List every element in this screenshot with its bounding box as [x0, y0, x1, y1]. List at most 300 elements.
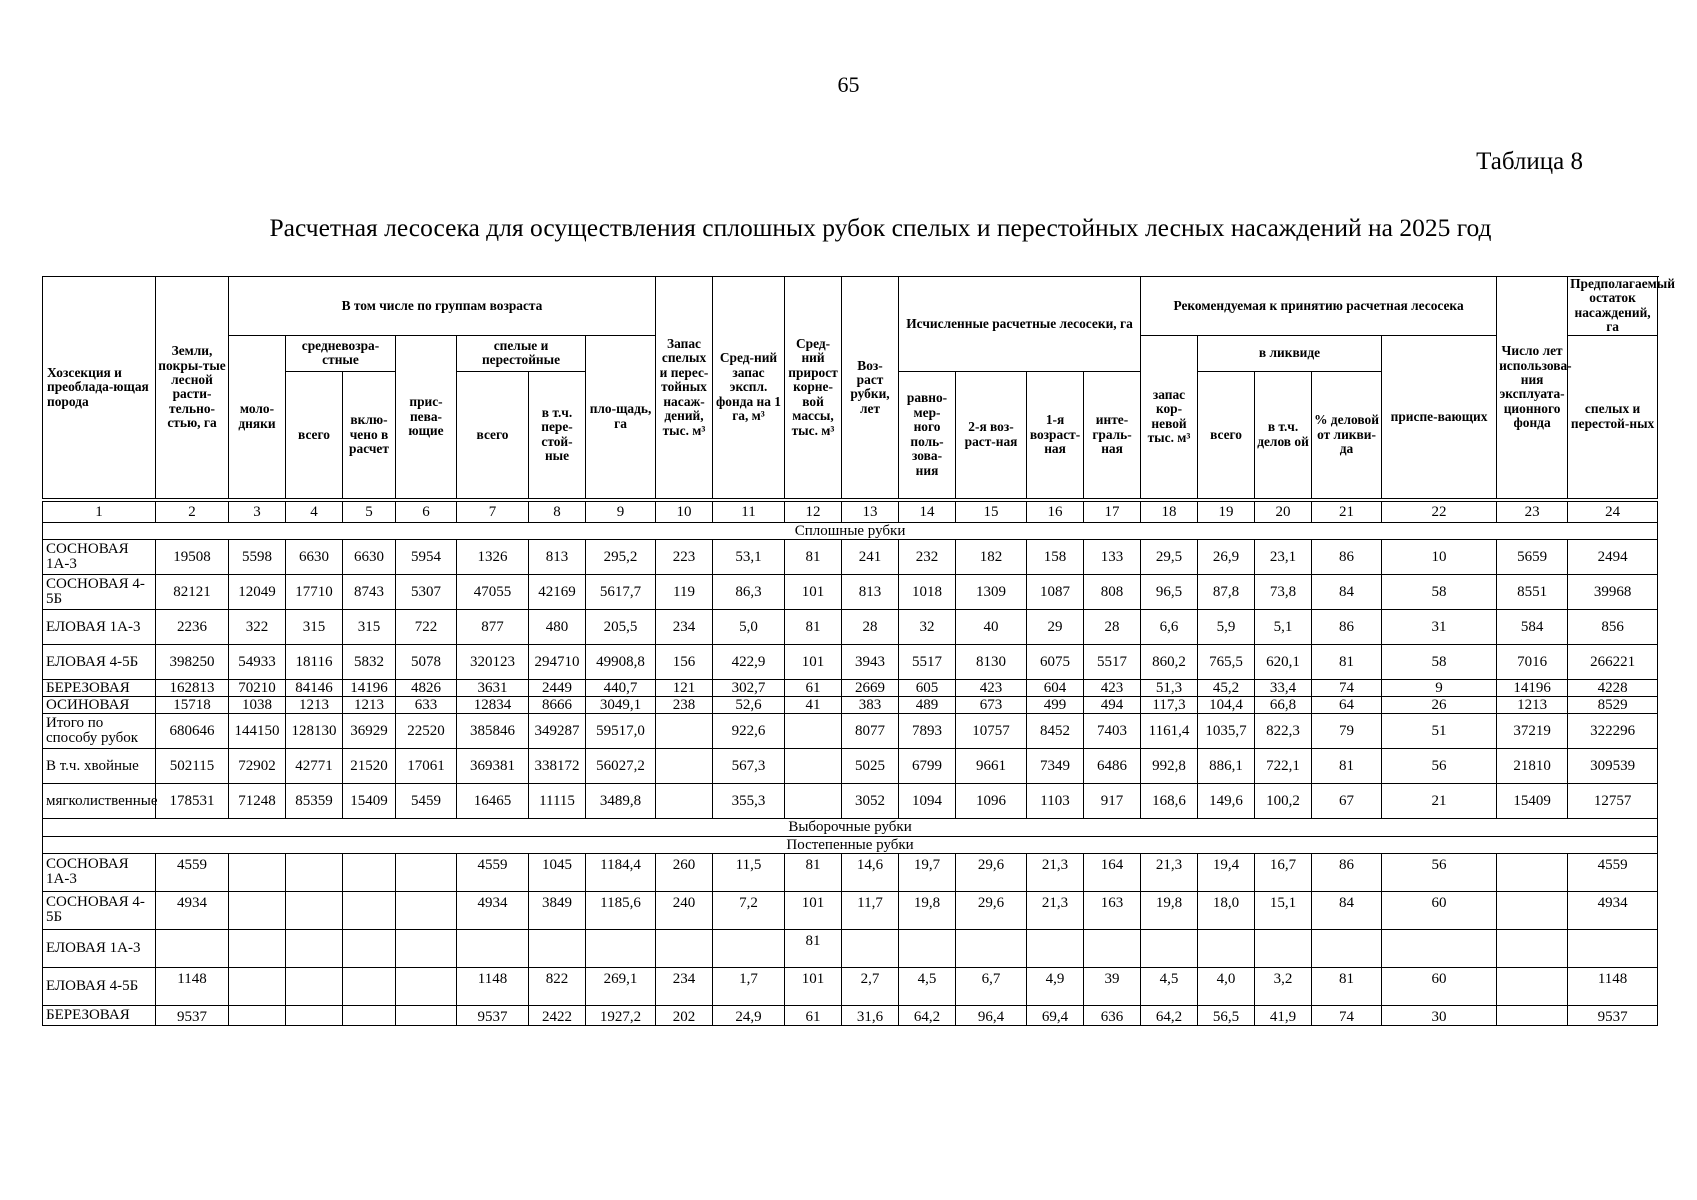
table-cell: 23,1 [1255, 540, 1312, 575]
table-cell: 47055 [457, 575, 529, 610]
table-cell: 423 [1084, 680, 1141, 697]
section-gradual-cuts [43, 836, 1658, 853]
table-cell: 494 [1084, 697, 1141, 714]
column-number: 20 [1255, 501, 1312, 522]
table-cell: 15409 [343, 784, 396, 819]
table-cell: 813 [529, 540, 586, 575]
table-cell: 74 [1312, 1005, 1382, 1025]
header-area: пло-щадь, га [586, 335, 656, 498]
table-cell [229, 1005, 286, 1025]
column-number: 9 [586, 501, 656, 522]
table-cell: 41,9 [1255, 1005, 1312, 1025]
column-number: 14 [899, 501, 956, 522]
table-cell [713, 929, 785, 967]
column-number: 23 [1497, 501, 1568, 522]
header-liquid-business: в т.ч. делов ой [1255, 371, 1312, 498]
table-cell: 12757 [1568, 784, 1658, 819]
table-cell: 24,9 [713, 1005, 785, 1025]
table-cell: 14196 [1497, 680, 1568, 697]
header-first-age: 1-я возраст-ная [1027, 371, 1084, 498]
table-cell: 158 [1027, 540, 1084, 575]
column-number: 8 [529, 501, 586, 522]
table-cell: 5078 [396, 645, 457, 680]
table-cell: 101 [785, 575, 842, 610]
table-cell: 31,6 [842, 1005, 899, 1025]
table-cell: 51 [1382, 714, 1497, 749]
table-cell: 182 [956, 540, 1027, 575]
table-cell: 205,5 [586, 610, 656, 645]
table-cell: 56,5 [1198, 1005, 1255, 1025]
table-cell: 5025 [842, 749, 899, 784]
table-cell: 164 [1084, 853, 1141, 891]
table-cell: 886,1 [1198, 749, 1255, 784]
table-cell: 4,9 [1027, 967, 1084, 1005]
row-label: БЕРЕЗОВАЯ [43, 1005, 156, 1025]
table-cell: 223 [656, 540, 713, 575]
table-cell: 85359 [286, 784, 343, 819]
table-cell: 3943 [842, 645, 899, 680]
forest-cutting-table [42, 276, 1675, 1026]
table-cell: 133 [1084, 540, 1141, 575]
table-cell: 315 [286, 610, 343, 645]
section-label: Выборочные рубки [43, 819, 1658, 836]
table-cell: 7403 [1084, 714, 1141, 749]
table-cell: 10757 [956, 714, 1027, 749]
table-cell: 369381 [457, 749, 529, 784]
table-cell: 11,7 [842, 891, 899, 929]
table-cell: 2236 [156, 610, 229, 645]
table-cell: 636 [1084, 1005, 1141, 1025]
table-header [43, 276, 1675, 523]
table-cell: 81 [1312, 749, 1382, 784]
table-cell: 1094 [899, 784, 956, 819]
table-cell: 1213 [1497, 697, 1568, 714]
table-cell: 9537 [156, 1005, 229, 1025]
table-cell [286, 1005, 343, 1025]
table-cell: 70210 [229, 680, 286, 697]
table-cell: 14196 [343, 680, 396, 697]
table-cell: 4228 [1568, 680, 1658, 697]
table-cell: 12049 [229, 575, 286, 610]
table-cell [899, 929, 956, 967]
table-cell: 1309 [956, 575, 1027, 610]
table-cell: 79 [1312, 714, 1382, 749]
table-cell [396, 891, 457, 929]
table-cell: 17710 [286, 575, 343, 610]
table-cell: 240 [656, 891, 713, 929]
header-calculated-cuts: Исчисленные расчетные лесосеки, га [899, 277, 1141, 372]
table-cell: 856 [1568, 610, 1658, 645]
table-cell: 84 [1312, 575, 1382, 610]
table-cell: 4826 [396, 680, 457, 697]
table-cell: 41 [785, 697, 842, 714]
table-cell [156, 929, 229, 967]
table-row [43, 1005, 1658, 1025]
table-cell: 21520 [343, 749, 396, 784]
table-cell: 266221 [1568, 645, 1658, 680]
table-cell: 66,8 [1255, 697, 1312, 714]
table-cell: 349287 [529, 714, 586, 749]
table-cell: 4559 [1568, 853, 1658, 891]
page-number: 65 [837, 72, 860, 97]
table-cell: 2422 [529, 1005, 586, 1025]
table-cell: 1103 [1027, 784, 1084, 819]
table-cell: 15409 [1497, 784, 1568, 819]
column-numbers-row [43, 501, 1658, 522]
table-cell: 320123 [457, 645, 529, 680]
table-cell: 56 [1382, 749, 1497, 784]
table-cell: 241 [842, 540, 899, 575]
column-number: 11 [713, 501, 785, 522]
table-cell: 1,7 [713, 967, 785, 1005]
table-cell: 7893 [899, 714, 956, 749]
table-cell: 15,1 [1255, 891, 1312, 929]
row-label: В т.ч. хвойные [43, 749, 156, 784]
table-cell: 81 [785, 540, 842, 575]
table-cell: 74 [1312, 680, 1382, 697]
header-root-stock: запас кор-невой тыс. м³ [1141, 335, 1198, 498]
table-cell: 440,7 [586, 680, 656, 697]
table-cell: 7,2 [713, 891, 785, 929]
table-cell [1084, 929, 1141, 967]
table-cell: 322296 [1568, 714, 1658, 749]
header-middle-included: вклю-чено в расчет [343, 371, 396, 498]
header-avg-stock: Сред-ний запас экспл. фонда на 1 га, м³ [713, 277, 785, 499]
table-cell: 101 [785, 645, 842, 680]
table-cell: 1045 [529, 853, 586, 891]
column-number: 10 [656, 501, 713, 522]
table-cell: 5,1 [1255, 610, 1312, 645]
table-cell: 64,2 [1141, 1005, 1198, 1025]
table-cell: 6799 [899, 749, 956, 784]
table-cell [656, 784, 713, 819]
table-cell: 22520 [396, 714, 457, 749]
table-cell: 19,4 [1198, 853, 1255, 891]
column-number: 6 [396, 501, 457, 522]
table-cell [1198, 929, 1255, 967]
column-number: 18 [1141, 501, 1198, 522]
table-cell: 6075 [1027, 645, 1084, 680]
table-cell: 202 [656, 1005, 713, 1025]
table-cell: 59517,0 [586, 714, 656, 749]
table-cell: 58 [1382, 575, 1497, 610]
table-cell [1312, 929, 1382, 967]
table-cell: 64 [1312, 697, 1382, 714]
table-cell [343, 891, 396, 929]
table-cell [1255, 929, 1312, 967]
table-cell [343, 929, 396, 967]
column-number: 4 [286, 501, 343, 522]
table-cell: 30 [1382, 1005, 1497, 1025]
table-cell: 232 [899, 540, 956, 575]
header-age-groups: В том числе по группам возраста [229, 277, 656, 336]
header-rem-premature: приспе-вающих [1382, 335, 1497, 498]
row-label: Итого по способу рубок [43, 714, 156, 749]
table-cell: 922,6 [713, 714, 785, 749]
table-cell: 3489,8 [586, 784, 656, 819]
table-cell [586, 929, 656, 967]
table-cell: 2669 [842, 680, 899, 697]
column-number: 24 [1568, 501, 1658, 522]
table-cell: 5,0 [713, 610, 785, 645]
table-cell: 84 [1312, 891, 1382, 929]
header-middle-total: всего [286, 371, 343, 498]
table-cell: 4559 [457, 853, 529, 891]
table-cell: 1148 [1568, 967, 1658, 1005]
table-cell: 8077 [842, 714, 899, 749]
table-cell [396, 853, 457, 891]
table-cell: 29,5 [1141, 540, 1198, 575]
document-title: Расчетная лесосека для осуществления сплошных рубок спелых и перестойных лесных насаждений на 2025 год [269, 213, 1492, 242]
table-cell: 58 [1382, 645, 1497, 680]
table-cell: 32 [899, 610, 956, 645]
table-cell: 1213 [286, 697, 343, 714]
row-label: ЕЛОВАЯ 1А-3 [43, 929, 156, 967]
table-cell: 14,6 [842, 853, 899, 891]
table-cell: 18,0 [1198, 891, 1255, 929]
table-cell: 119 [656, 575, 713, 610]
table-cell: 19,7 [899, 853, 956, 891]
table-cell: 52,6 [713, 697, 785, 714]
table-cell [785, 749, 842, 784]
table-cell: 16465 [457, 784, 529, 819]
table-cell [229, 967, 286, 1005]
header-rem-mature: спелых и перестой-ных [1568, 335, 1658, 498]
table-cell: 3849 [529, 891, 586, 929]
table-cell: 8551 [1497, 575, 1568, 610]
header-integral: инте-граль-ная [1084, 371, 1141, 498]
table-cell: 81 [785, 929, 842, 967]
header-overmature: в т.ч. пере-стой-ные [529, 371, 586, 498]
column-number: 22 [1382, 501, 1497, 522]
table-cell: 5832 [343, 645, 396, 680]
table-cell: 96,4 [956, 1005, 1027, 1025]
table-cell: 6486 [1084, 749, 1141, 784]
column-number: 16 [1027, 501, 1084, 522]
table-cell: 1213 [343, 697, 396, 714]
table-cell: 4934 [156, 891, 229, 929]
section-clear-cuts [43, 522, 1658, 539]
table-cell [656, 929, 713, 967]
table-cell: 49908,8 [586, 645, 656, 680]
column-number: 13 [842, 501, 899, 522]
table-cell: 64,2 [899, 1005, 956, 1025]
table-cell: 53,1 [713, 540, 785, 575]
table-cell [286, 929, 343, 967]
header-uniform-use: равно-мер-ного поль-зова-ния [899, 371, 956, 498]
table-cell: 86 [1312, 610, 1382, 645]
table-cell: 422,9 [713, 645, 785, 680]
table-cell: 42169 [529, 575, 586, 610]
table-cell: 9 [1382, 680, 1497, 697]
table-cell: 4,5 [899, 967, 956, 1005]
table-cell: 178531 [156, 784, 229, 819]
table-cell: 21810 [1497, 749, 1568, 784]
table-cell: 81 [785, 610, 842, 645]
table-cell: 86,3 [713, 575, 785, 610]
header-mature-stock: Запас спелых и перес-тойных насаж-дений, тыс. м³ [656, 277, 713, 499]
table-cell [1382, 929, 1497, 967]
table-cell: 260 [656, 853, 713, 891]
table-cell: 1148 [156, 967, 229, 1005]
table-cell: 338172 [529, 749, 586, 784]
table-cell: 2,7 [842, 967, 899, 1005]
table-cell: 605 [899, 680, 956, 697]
table-cell: 101 [785, 967, 842, 1005]
table-cell: 42771 [286, 749, 343, 784]
table-cell: 19508 [156, 540, 229, 575]
table-body [43, 522, 1658, 1025]
table-cell: 234 [656, 610, 713, 645]
table-cell [785, 784, 842, 819]
table-cell [656, 714, 713, 749]
table-cell: 29,6 [956, 891, 1027, 929]
table-cell: 28 [842, 610, 899, 645]
table-cell: 822 [529, 967, 586, 1005]
table-cell: 8743 [343, 575, 396, 610]
table-cell: 144150 [229, 714, 286, 749]
table-cell [229, 891, 286, 929]
table-cell: 15718 [156, 697, 229, 714]
table-cell: 60 [1382, 967, 1497, 1005]
table-cell: 5307 [396, 575, 457, 610]
table-cell: 480 [529, 610, 586, 645]
table-cell: 269,1 [586, 967, 656, 1005]
table-cell [286, 967, 343, 1005]
table-cell: 16,7 [1255, 853, 1312, 891]
table-cell: 9537 [1568, 1005, 1658, 1025]
table-cell: 238 [656, 697, 713, 714]
table-row [43, 891, 1658, 929]
table-cell [529, 929, 586, 967]
table-cell: 489 [899, 697, 956, 714]
table-cell: 3049,1 [586, 697, 656, 714]
table-cell [343, 1005, 396, 1025]
table-cell: 1927,2 [586, 1005, 656, 1025]
table-cell: 1185,6 [586, 891, 656, 929]
table-row [43, 853, 1658, 891]
table-row [43, 610, 1658, 645]
row-label: ОСИНОВАЯ [43, 697, 156, 714]
table-cell: 5659 [1497, 540, 1568, 575]
table-cell: 4559 [156, 853, 229, 891]
table-cell: 1087 [1027, 575, 1084, 610]
header-forest-land: Земли, покры-тые лесной расти-тельно-стью, га [156, 277, 229, 499]
table-cell: 5954 [396, 540, 457, 575]
table-cell: 8666 [529, 697, 586, 714]
table-cell: 499 [1027, 697, 1084, 714]
table-cell [457, 929, 529, 967]
row-label: СОСНОВАЯ 1А-3 [43, 540, 156, 575]
row-label: СОСНОВАЯ 1А-3 [43, 853, 156, 891]
table-cell [1497, 891, 1568, 929]
table-cell: 4,0 [1198, 967, 1255, 1005]
table-cell [656, 749, 713, 784]
table-row [43, 967, 1658, 1005]
table-cell: 156 [656, 645, 713, 680]
table-cell: 385846 [457, 714, 529, 749]
table-cell: 17061 [396, 749, 457, 784]
table-cell: 61 [785, 1005, 842, 1025]
table-cell [396, 1005, 457, 1025]
table-cell [229, 929, 286, 967]
table-row [43, 714, 1658, 749]
table-cell: 6630 [286, 540, 343, 575]
table-cell: 1038 [229, 697, 286, 714]
table-cell: 101 [785, 891, 842, 929]
section-selective-cuts [43, 819, 1658, 836]
table-cell: 584 [1497, 610, 1568, 645]
table-cell: 1326 [457, 540, 529, 575]
table-row [43, 784, 1658, 819]
table-cell: 168,6 [1141, 784, 1198, 819]
header-liquid-total: всего [1198, 371, 1255, 498]
table-cell: 1148 [457, 967, 529, 1005]
section-label: Сплошные рубки [43, 522, 1658, 539]
table-cell: 680646 [156, 714, 229, 749]
table-cell: 2494 [1568, 540, 1658, 575]
table-cell: 4934 [1568, 891, 1658, 929]
table-cell: 2449 [529, 680, 586, 697]
table-cell: 9537 [457, 1005, 529, 1025]
table-cell: 18116 [286, 645, 343, 680]
table-cell: 71248 [229, 784, 286, 819]
table-cell: 82121 [156, 575, 229, 610]
table-cell: 877 [457, 610, 529, 645]
row-label: мягколиственные [43, 784, 156, 819]
table-cell [1568, 929, 1658, 967]
table-cell: 19,8 [1141, 891, 1198, 929]
table-cell: 21,3 [1141, 853, 1198, 891]
table-cell: 163 [1084, 891, 1141, 929]
table-cell: 100,2 [1255, 784, 1312, 819]
table-cell: 104,4 [1198, 697, 1255, 714]
table-cell: 5517 [899, 645, 956, 680]
row-label: ЕЛОВАЯ 1А-3 [43, 610, 156, 645]
table-cell: 162813 [156, 680, 229, 697]
table-cell: 4934 [457, 891, 529, 929]
table-cell: 808 [1084, 575, 1141, 610]
table-label: Таблица 8 [1476, 148, 1583, 175]
table-cell: 398250 [156, 645, 229, 680]
table-cell: 302,7 [713, 680, 785, 697]
table-cell: 7016 [1497, 645, 1568, 680]
column-number: 5 [343, 501, 396, 522]
table-cell: 29,6 [956, 853, 1027, 891]
column-number: 12 [785, 501, 842, 522]
table-cell: 5617,7 [586, 575, 656, 610]
table-cell: 72902 [229, 749, 286, 784]
table-cell [343, 853, 396, 891]
table-cell: 86 [1312, 540, 1382, 575]
table-cell: 40 [956, 610, 1027, 645]
table-cell: 822,3 [1255, 714, 1312, 749]
header-young: моло-дняки [229, 335, 286, 498]
table-cell [396, 967, 457, 1005]
table-cell: 1161,4 [1141, 714, 1198, 749]
table-cell [956, 929, 1027, 967]
table-cell: 10 [1382, 540, 1497, 575]
table-cell: 383 [842, 697, 899, 714]
table-row [43, 575, 1658, 610]
table-cell: 33,4 [1255, 680, 1312, 697]
table-cell: 12834 [457, 697, 529, 714]
table-cell: 992,8 [1141, 749, 1198, 784]
table-cell: 121 [656, 680, 713, 697]
table-cell: 28 [1084, 610, 1141, 645]
table-cell: 355,3 [713, 784, 785, 819]
table-cell [343, 967, 396, 1005]
